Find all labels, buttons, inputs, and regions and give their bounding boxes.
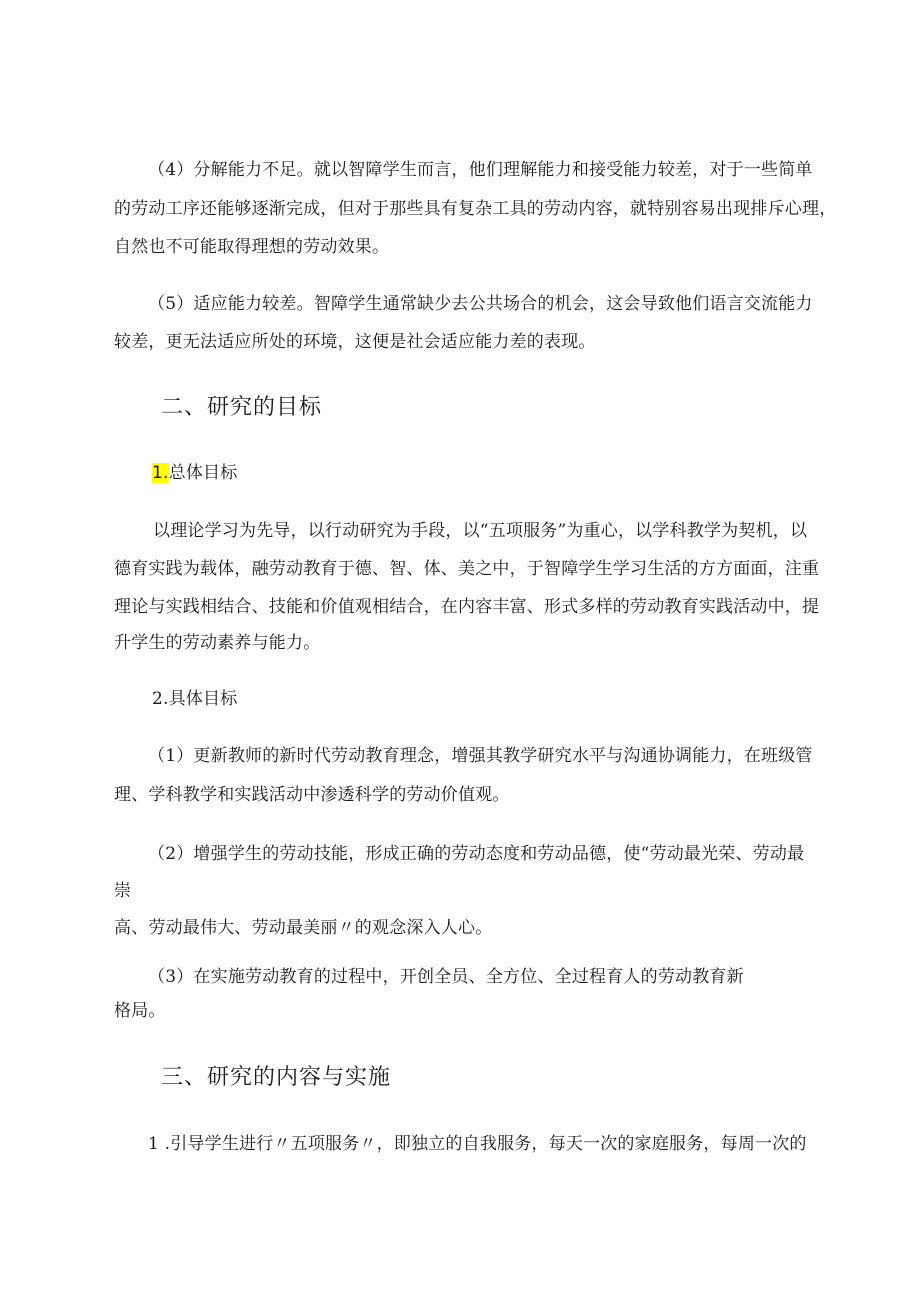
paragraph-line: 理、学科教学和实践活动中渗透科学的劳动价值观。 [114, 785, 510, 805]
paragraph-line: 自然也不可能取得理想的劳动效果。 [114, 237, 390, 257]
paragraph-line: （1）更新教师的新时代劳动教育理念，增强其教学研究水平与沟通协调能力，在班级管 [148, 746, 813, 766]
paragraph-line: 升学生的劳动素养与能力。 [114, 633, 321, 653]
subheading-overall-goal [152, 462, 237, 484]
paragraph-line: （3）在实施劳动教育的过程中，开创全员、全方位、全过程育人的劳动教育新 [148, 967, 744, 987]
paragraph-line: 1 .引导学生进行〃五项服务〃，即独立的自我服务，每天一次的家庭服务，每周一次的 [148, 1134, 807, 1154]
paragraph-line: 高、劳动最伟大、劳动最美丽〃的观念深入人心。 [114, 918, 493, 938]
subheading-text: 总体目标 [168, 463, 238, 483]
paragraph-line: 以理论学习为先导，以行动研究为手段，以“五项服务”为重心，以学科教学为契机，以 [153, 521, 808, 541]
paragraph-line: （4）分解能力不足。就以智障学生而言，他们理解能力和接受能力较差，对于一些简单 [148, 160, 813, 180]
paragraph-line: 崇 [114, 881, 132, 901]
paragraph-line: 格局。 [114, 1001, 166, 1021]
section-heading-research-content: 三、研究的内容与实施 [161, 1065, 392, 1090]
subheading-specific-goal: 2.具体目标 [152, 689, 238, 709]
paragraph-line: 较差，更无法适应所处的环境，这便是社会适应能力差的表现。 [114, 332, 596, 352]
section-heading-research-goals: 二、研究的目标 [161, 395, 323, 420]
paragraph-line: 德育实践为载体，融劳动教育于德、智、体、美之中，于智障学生学习生活的方方面面，注重 [114, 559, 820, 579]
paragraph-line: 理论与实践相结合、技能和价值观相结合，在内容丰富、形式多样的劳动教育实践活动中，提 [114, 597, 820, 617]
paragraph-line: （2）增强学生的劳动技能，形成正确的劳动态度和劳动品德，使“劳动最光荣、劳动最 [148, 844, 805, 864]
paragraph-line: 的劳动工序还能够逐渐完成，但对于那些具有复杂工具的劳动内容，就特别容易出现排斥心理， [114, 199, 837, 219]
paragraph-line: （5）适应能力较差。智障学生通常缺少去公共场合的机会，这会导致他们语言交流能力 [148, 294, 813, 314]
highlighted-number: 1. [152, 463, 169, 483]
